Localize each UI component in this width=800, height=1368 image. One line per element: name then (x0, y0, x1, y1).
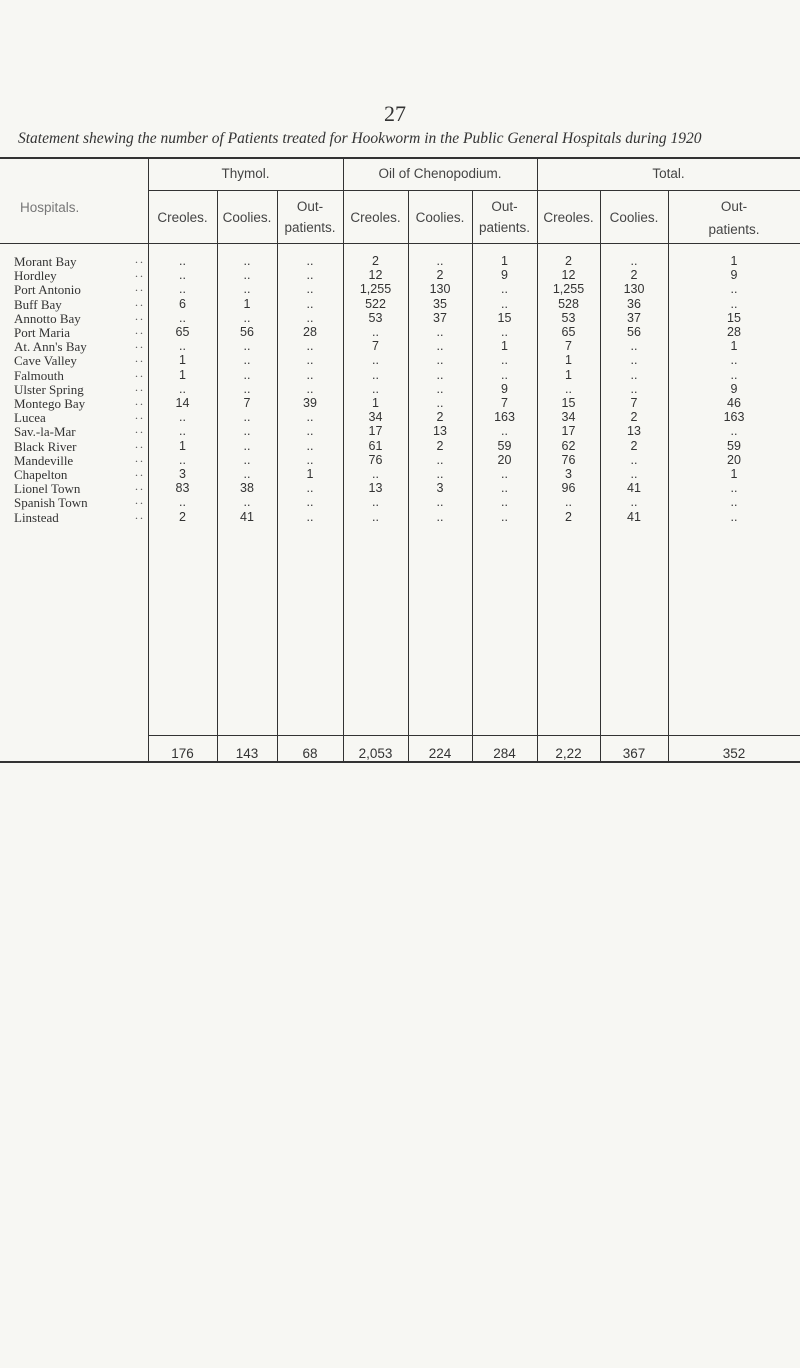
cell-total-creoles: 53 (561, 310, 576, 325)
total-all-coolies: 367 (622, 746, 646, 761)
cell-oil-coolies: .. (436, 452, 444, 467)
cell-total-outpatients: .. (730, 481, 738, 496)
cell-thymol-coolies: 38 (240, 481, 254, 496)
cell-oil-outpatients: .. (501, 296, 508, 311)
leader-dots: .. (135, 323, 145, 337)
cell-oil-creoles: 2 (372, 254, 379, 268)
cell-thymol-coolies: .. (243, 381, 251, 396)
cell-thymol-coolies: .. (243, 367, 251, 382)
cell-thymol-coolies: .. (243, 282, 251, 297)
cell-thymol-creoles: .. (179, 282, 186, 297)
cell-thymol-outpatients: .. (306, 438, 314, 453)
cell-oil-outpatients: .. (501, 495, 508, 510)
cell-thymol-creoles: .. (179, 268, 186, 283)
cell-oil-creoles: 1,255 (359, 282, 392, 297)
cell-thymol-creoles: 6 (179, 296, 186, 311)
total-thymol-creoles: 176 (171, 746, 194, 761)
subheader-total-coolies: Coolies. (609, 210, 659, 225)
cell-total-coolies: .. (630, 381, 638, 396)
cell-oil-outpatients: 163 (494, 410, 515, 425)
cell-oil-creoles: 13 (368, 481, 383, 496)
cell-total-creoles: 7 (565, 339, 572, 354)
cell-total-coolies: .. (630, 339, 638, 354)
table-row (0, 436, 800, 454)
subheader-thymol-creoles: Creoles. (157, 210, 208, 225)
cell-total-coolies: .. (630, 254, 638, 268)
cell-thymol-coolies: 41 (240, 509, 254, 524)
cell-oil-coolies: .. (436, 495, 444, 510)
table-row (0, 495, 800, 510)
leader-dots: .. (135, 450, 145, 465)
cell-total-creoles: 34 (561, 410, 576, 425)
cell-thymol-outpatients: .. (306, 339, 314, 354)
cell-thymol-coolies: .. (243, 452, 251, 467)
table-row (0, 294, 800, 312)
hospital-name: Port Maria (14, 325, 70, 340)
hospital-name: Cave Valley (14, 353, 77, 369)
leader-dots: .. (135, 337, 145, 352)
cell-oil-outpatients: 59 (497, 438, 512, 453)
subheader-thymol-coolies: Coolies. (222, 210, 272, 225)
table-row (0, 339, 800, 354)
cell-total-outpatients: 15 (727, 310, 741, 325)
cell-total-coolies: .. (630, 467, 638, 481)
group-header-thymol: Thymol. (221, 166, 270, 181)
header-bottom-rule (0, 243, 800, 244)
cell-total-coolies: 13 (627, 424, 641, 439)
hospital-name: Montego Bay (14, 396, 86, 411)
cell-thymol-outpatients: .. (306, 381, 314, 396)
cell-oil-coolies: .. (436, 353, 444, 368)
cell-thymol-coolies: 7 (243, 396, 251, 410)
cell-total-coolies: .. (630, 452, 638, 467)
cell-oil-outpatients: 15 (497, 310, 512, 325)
cell-total-coolies: .. (630, 367, 638, 382)
cell-total-outpatients: 59 (727, 438, 741, 453)
subheader-oil-coolies: Coolies. (415, 210, 465, 225)
cell-thymol-coolies: .. (243, 424, 251, 439)
cell-oil-outpatients: .. (501, 467, 508, 481)
group-header-total: Total. (652, 166, 685, 181)
leader-dots: .. (135, 493, 145, 508)
cell-total-outpatients: .. (730, 367, 738, 382)
cell-oil-outpatients: .. (501, 481, 508, 496)
cell-oil-coolies: .. (436, 381, 444, 396)
cell-thymol-creoles: .. (179, 339, 186, 354)
cell-thymol-outpatients: 39 (303, 396, 317, 410)
subheader-thymol-outpatients-1: Out- (296, 199, 324, 214)
hospital-name: Ulster Spring (14, 381, 84, 397)
cell-total-creoles: .. (565, 495, 572, 510)
cell-total-coolies: 130 (623, 282, 645, 297)
hospital-name: Spanish Town (14, 495, 88, 511)
cell-thymol-outpatients: .. (306, 353, 314, 368)
cell-thymol-creoles: .. (179, 310, 186, 325)
cell-thymol-coolies: 56 (240, 325, 254, 339)
cell-oil-creoles: 17 (368, 424, 383, 439)
cell-oil-creoles: .. (372, 381, 379, 396)
cell-total-outpatients: 46 (727, 396, 741, 410)
cell-thymol-outpatients: .. (306, 495, 314, 510)
table-row (0, 282, 800, 297)
cell-total-coolies: 2 (630, 410, 638, 425)
table-row (0, 325, 800, 340)
leader-dots: .. (135, 379, 145, 394)
cell-thymol-outpatients: .. (306, 282, 314, 297)
hospital-name: Annotto Bay (14, 310, 81, 326)
leader-dots: .. (135, 365, 145, 380)
cell-oil-outpatients: .. (501, 509, 508, 524)
cell-total-outpatients: 1 (730, 254, 738, 268)
cell-oil-outpatients: 9 (501, 381, 508, 396)
table-row (0, 353, 800, 368)
cell-thymol-creoles: .. (179, 254, 186, 268)
cell-oil-coolies: 13 (433, 424, 447, 439)
cell-total-creoles: 3 (565, 467, 572, 481)
total-thymol-coolies: 143 (235, 746, 259, 761)
cell-oil-creoles: 12 (368, 268, 383, 283)
table-row (0, 254, 800, 269)
cell-oil-coolies: 35 (433, 296, 447, 311)
cell-thymol-coolies: 1 (243, 296, 251, 311)
cell-thymol-creoles: .. (179, 424, 186, 439)
leader-dots: .. (135, 408, 145, 423)
cell-oil-creoles: 34 (368, 410, 383, 425)
cell-thymol-coolies: .. (243, 467, 251, 481)
cell-oil-creoles: 53 (368, 310, 383, 325)
leader-dots: .. (135, 507, 145, 522)
cell-oil-creoles: 76 (368, 452, 383, 467)
table-top-rule (0, 157, 800, 159)
cell-thymol-coolies: .. (243, 438, 251, 453)
cell-oil-coolies: .. (436, 367, 444, 382)
cell-thymol-creoles: 3 (179, 467, 186, 481)
cell-total-creoles: 2 (565, 509, 572, 524)
cell-total-creoles: 12 (561, 268, 576, 283)
cell-thymol-outpatients: .. (306, 481, 314, 496)
total-thymol-outpatients: 68 (302, 746, 318, 761)
cell-thymol-coolies: .. (243, 268, 251, 283)
table-row (0, 481, 800, 496)
cell-oil-coolies: 2 (436, 410, 444, 425)
table-row (0, 467, 800, 482)
cell-thymol-outpatients: .. (306, 268, 314, 283)
cell-oil-coolies: 37 (433, 310, 447, 325)
cell-oil-outpatients: .. (501, 282, 508, 297)
totals-top-rule (148, 735, 800, 736)
subheader-oil-creoles: Creoles. (350, 210, 401, 225)
page-title: Statement shewing the number of Patients treated for Hookworm in the Public General Hospitals during 1920 (18, 130, 702, 147)
cell-thymol-creoles: 1 (179, 438, 186, 453)
leader-dots: .. (135, 280, 145, 295)
hospital-name: Port Antonio (14, 282, 81, 298)
cell-thymol-creoles: .. (179, 495, 186, 510)
cell-total-outpatients: 9 (730, 268, 738, 283)
cell-oil-outpatients: .. (501, 353, 508, 368)
cell-thymol-creoles: 2 (179, 509, 186, 524)
cell-oil-creoles: .. (372, 509, 379, 524)
leader-dots: .. (135, 465, 145, 479)
cell-oil-coolies: .. (436, 339, 444, 354)
cell-total-coolies: 56 (627, 325, 641, 339)
cell-total-creoles: 65 (561, 325, 576, 339)
table-row (0, 379, 800, 397)
cell-oil-outpatients: 9 (501, 268, 508, 283)
cell-oil-creoles: 61 (368, 438, 383, 453)
table-row (0, 396, 800, 411)
cell-total-creoles: 76 (561, 452, 576, 467)
cell-total-outpatients: .. (730, 353, 738, 368)
cell-thymol-coolies: .. (243, 353, 251, 368)
total-oil-outpatients: 284 (493, 746, 516, 761)
cell-thymol-outpatients: .. (306, 424, 314, 439)
cell-thymol-creoles: .. (179, 452, 186, 467)
cell-total-outpatients: .. (730, 424, 738, 439)
cell-oil-outpatients: 1 (501, 339, 508, 354)
total-all-outpatients: 352 (722, 746, 746, 761)
table-row (0, 450, 800, 468)
cell-thymol-creoles: .. (179, 381, 186, 396)
cell-oil-outpatients: .. (501, 325, 508, 339)
cell-thymol-outpatients: .. (306, 310, 314, 325)
table-row (0, 268, 800, 283)
cell-total-coolies: 7 (630, 396, 638, 410)
leader-dots: .. (135, 294, 145, 309)
hospital-name: Hordley (14, 268, 57, 284)
cell-thymol-outpatients: .. (306, 296, 314, 311)
cell-oil-coolies: 2 (436, 438, 444, 453)
hospital-name: Black River (14, 438, 77, 454)
hospital-name: Linstead (14, 509, 59, 525)
cell-thymol-outpatients: 1 (306, 467, 314, 481)
cell-thymol-coolies: .. (243, 410, 251, 425)
cell-oil-creoles: 7 (372, 339, 379, 354)
cell-total-coolies: 2 (630, 268, 638, 283)
hospital-name: Lionel Town (14, 481, 81, 497)
group-header-chenopodium: Oil of Chenopodium. (378, 166, 502, 181)
cell-total-creoles: 2 (565, 254, 572, 268)
cell-total-coolies: 36 (627, 296, 641, 311)
cell-total-outpatients: 9 (730, 381, 738, 396)
table-row (0, 410, 800, 425)
table-row (0, 424, 800, 439)
cell-thymol-creoles: 14 (175, 396, 190, 410)
leader-dots: .. (135, 308, 145, 323)
total-oil-coolies: 224 (428, 746, 452, 761)
hospital-name: Sav.-la-Mar (14, 424, 76, 440)
cell-total-outpatients: .. (730, 495, 738, 510)
cell-total-coolies: .. (630, 353, 638, 368)
cell-thymol-outpatients: .. (306, 367, 314, 382)
subheader-oil-outpatients-2: patients. (478, 220, 531, 235)
cell-oil-coolies: .. (436, 509, 444, 524)
cell-total-coolies: 41 (627, 509, 641, 524)
hospital-name: Morant Bay (14, 254, 77, 269)
cell-total-creoles: 15 (561, 396, 576, 410)
cell-thymol-creoles: .. (179, 410, 186, 425)
subheader-total-creoles: Creoles. (543, 210, 594, 225)
cell-total-creoles: 17 (561, 424, 576, 439)
cell-oil-coolies: .. (436, 467, 444, 481)
hospital-name: At. Ann's Bay (14, 339, 87, 355)
cell-thymol-outpatients: .. (306, 410, 314, 425)
cell-total-creoles: 1,255 (552, 282, 585, 297)
cell-oil-outpatients: 7 (501, 396, 508, 410)
cell-thymol-outpatients: .. (306, 509, 314, 524)
leader-dots: .. (135, 436, 145, 451)
group-header-rule (148, 190, 800, 191)
cell-total-outpatients: 1 (730, 467, 738, 481)
cell-total-outpatients: 20 (727, 452, 741, 467)
cell-thymol-creoles: 1 (179, 367, 186, 382)
cell-total-outpatients: .. (730, 282, 738, 297)
hospital-name: Mandeville (14, 452, 74, 468)
cell-oil-creoles: 1 (372, 396, 379, 410)
cell-thymol-creoles: 65 (175, 325, 190, 339)
cell-thymol-coolies: .. (243, 495, 251, 510)
cell-oil-outpatients: 20 (497, 452, 512, 467)
cell-thymol-creoles: 1 (179, 353, 186, 368)
leader-dots: .. (135, 422, 145, 437)
cell-total-outpatients: 163 (723, 410, 745, 425)
cell-oil-coolies: .. (436, 325, 444, 339)
table-bottom-rule (0, 761, 800, 763)
leader-dots: .. (135, 351, 145, 366)
cell-total-outpatients: .. (730, 509, 738, 524)
cell-oil-coolies: .. (436, 396, 444, 410)
cell-oil-creoles: .. (372, 367, 379, 382)
table-row (0, 308, 800, 326)
cell-oil-creoles: .. (372, 325, 379, 339)
cell-oil-outpatients: .. (501, 367, 508, 382)
cell-total-outpatients: .. (730, 296, 738, 311)
cell-total-outpatients: 1 (730, 339, 738, 354)
subheader-total-outpatients-2: patients. (708, 222, 760, 237)
cell-oil-coolies: 3 (436, 481, 444, 496)
hospital-name: Falmouth (14, 367, 64, 383)
cell-thymol-outpatients: .. (306, 254, 314, 268)
cell-total-creoles: .. (565, 381, 572, 396)
leader-dots: .. (135, 479, 145, 494)
cell-total-outpatients: 28 (727, 325, 741, 339)
cell-oil-creoles: 522 (365, 296, 386, 311)
subheader-total-outpatients-1: Out- (720, 199, 748, 214)
cell-oil-coolies: .. (436, 254, 444, 268)
cell-total-creoles: 62 (561, 438, 576, 453)
cell-oil-outpatients: .. (501, 424, 508, 439)
cell-total-creoles: 528 (558, 296, 579, 311)
total-all-creoles: 2,22 (555, 746, 582, 761)
cell-total-creoles: 1 (565, 353, 572, 368)
cell-thymol-coolies: .. (243, 310, 251, 325)
row-header: Hospitals. (20, 200, 80, 215)
cell-total-coolies: 41 (627, 481, 641, 496)
cell-total-coolies: 2 (630, 438, 638, 453)
cell-total-creoles: 96 (561, 481, 576, 496)
subheader-thymol-outpatients-2: patients. (284, 220, 336, 235)
leader-dots: .. (135, 394, 145, 408)
cell-oil-coolies: 130 (429, 282, 451, 297)
table-row (0, 365, 800, 383)
subheader-oil-outpatients-1: Out- (491, 199, 518, 214)
cell-total-creoles: 1 (565, 367, 572, 382)
cell-oil-creoles: .. (372, 353, 379, 368)
cell-total-coolies: 37 (627, 310, 641, 325)
cell-oil-outpatients: 1 (501, 254, 508, 268)
cell-thymol-coolies: .. (243, 254, 251, 268)
leader-dots: .. (135, 266, 145, 281)
cell-oil-coolies: 2 (436, 268, 444, 283)
table-row (0, 507, 800, 525)
hospital-name: Chapelton (14, 467, 68, 482)
cell-thymol-outpatients: 28 (303, 325, 317, 339)
page-number: 27 (384, 101, 406, 126)
cell-oil-creoles: .. (372, 467, 379, 481)
cell-thymol-outpatients: .. (306, 452, 314, 467)
leader-dots: .. (135, 252, 145, 266)
cell-total-coolies: .. (630, 495, 638, 510)
cell-thymol-coolies: .. (243, 339, 251, 354)
cell-oil-creoles: .. (372, 495, 379, 510)
hospital-name: Lucea (14, 410, 46, 426)
total-oil-creoles: 2,053 (358, 746, 393, 761)
cell-thymol-creoles: 83 (175, 481, 190, 496)
hospital-name: Buff Bay (14, 296, 62, 312)
